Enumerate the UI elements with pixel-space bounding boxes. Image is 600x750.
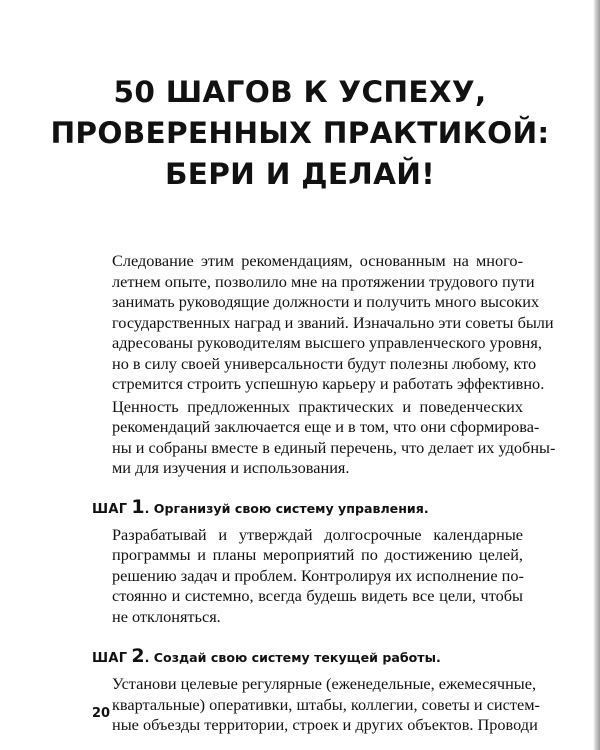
step-label: ШАГ: [92, 651, 128, 666]
page-title: [40, 72, 560, 195]
text-line: адресованы руководителям высшего управленческого уровня,: [112, 333, 542, 352]
text-line: Следование этим рекомендациям, основанным на много-: [112, 251, 523, 270]
text-line: государственных наград и званий. Изначально эти советы были: [112, 312, 554, 332]
text-line: программы и планы мероприятий по достижению целей,: [112, 545, 523, 564]
title-line: 50 ШАГОВ К УСПЕХУ,: [113, 75, 487, 109]
text-body: [92, 251, 556, 736]
text-line: Установи целевые регулярные (еженедельные, ежемесячные,: [112, 674, 537, 693]
intro-paragraph-2: [92, 396, 556, 479]
text-line: стоянно и системно, всегда будешь видеть все цели, чтобы: [112, 586, 523, 605]
text-line: не отклоняться.: [112, 606, 221, 626]
step-number: 1: [131, 495, 145, 518]
text-line: ми для изучения и использования.: [112, 458, 350, 477]
text-line: рекомендаций заключается еще и в том, что они сформирова-: [112, 417, 540, 436]
step-2-heading: [92, 644, 523, 671]
text-line: квартальные) оперативки, штабы, коллегии, советы и систем-: [112, 694, 540, 714]
intro-paragraph-1: [92, 251, 554, 395]
step-1-text: [92, 525, 523, 628]
text-line: Ценность предложенных практических и поведенческих: [112, 396, 523, 416]
text-line: Разрабатывай и утверждай долгосрочные календарные: [112, 524, 523, 544]
step-2-text: [92, 674, 540, 736]
text-line: но в силу своей универсальности будут полезны любому, кто: [112, 353, 537, 373]
text-line: занимать руководящие должности и получить много высоких: [112, 292, 540, 311]
text-line: решению задач и проблем. Контролируя их исполнение по-: [112, 565, 524, 585]
text-line: ны и собраны вместе в единый перечень, что делает их удобны-: [112, 437, 556, 457]
step-1-heading: [92, 495, 523, 522]
title-line: ПРОВЕРЕННЫХ ПРАКТИКОЙ:: [50, 116, 550, 150]
title-line: БЕРИ И ДЕЛАЙ!: [165, 157, 435, 191]
text-line: стремится строить успешную карьеру и работать эффективно.: [112, 374, 545, 393]
text-line: летнем опыте, позволило мне на протяжении трудового пути: [112, 271, 535, 291]
step-title: . Организуй свою систему управления.: [144, 500, 429, 516]
page-number: 20: [92, 706, 111, 721]
page-edge-shadow: [593, 0, 600, 750]
step-number: 2: [131, 645, 145, 667]
step-title: . Создай свою систему текущей работы.: [144, 650, 441, 665]
text-line: ные объезды территории, строек и других объектов. Проводи: [112, 715, 538, 734]
step-label: ШАГ: [92, 501, 128, 517]
